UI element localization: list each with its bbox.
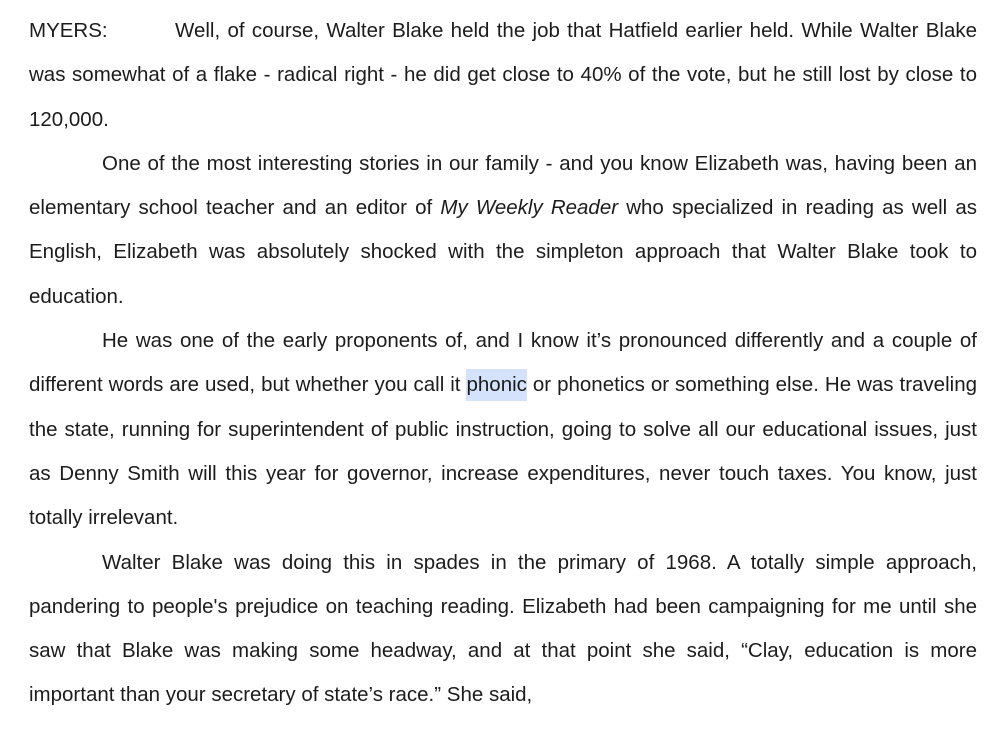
selected-word-highlight[interactable]: phonic — [466, 369, 526, 401]
paragraph-4 — [29, 541, 977, 718]
paragraph-2 — [29, 142, 977, 319]
paragraph-1 — [29, 9, 977, 142]
paragraph-2-text-before: One of the most interesting stories in our family - and you know Elizabeth was, having been an elementary school teacher and an editor of — [29, 151, 977, 220]
paragraph-3 — [29, 319, 977, 540]
paragraph-3-text-after: or phonetics or something else. He was traveling the state, running for superintendent of public instruction, going to solve all our educational issues, just as Denny Smith will this year for governor, increase expenditures, never touch taxes. You know, just totally irrelevant. — [29, 373, 977, 530]
paragraph-1-text: Well, of course, Walter Blake held the job that Hatfield earlier held. While Walter Blake was somewhat of a flake - radical right - he did get close to 40% of the vote, but he still lost by close to 120,000. — [29, 19, 977, 131]
speaker-label: MYERS: — [29, 19, 108, 42]
document-page — [29, 9, 977, 718]
paragraph-4-text: Walter Blake was doing this in spades in the primary of 1968. A totally simple approach, pandering to people's prejudice on teaching reading. Elizabeth had been campaigning for me until she saw that Blake was making some headway, and at that point she said, “Clay, education is more important than your secretary of state’s race.” She said, — [29, 550, 977, 707]
paragraph-3-text-before: He was one of the early proponents of, and I know it’s pronounced differently and a couple of different words are used, but whether you call it — [29, 329, 977, 397]
publication-title: My Weekly Reader — [440, 196, 619, 220]
paragraph-2-text-after: who specialized in reading as well as English, Elizabeth was absolutely shocked with the simpleton approach that Walter Blake took to education. — [29, 196, 977, 308]
